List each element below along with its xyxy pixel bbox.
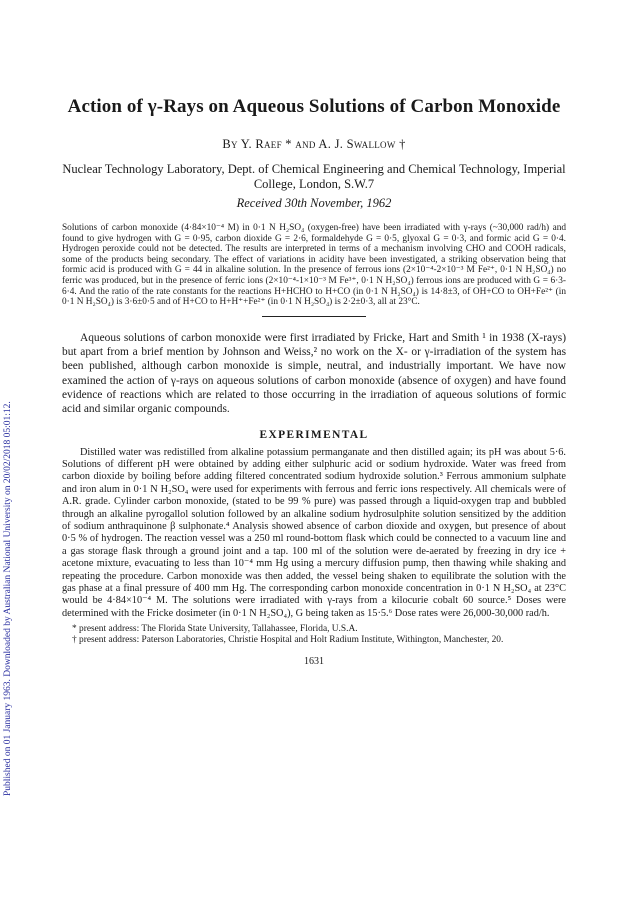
article-title: Action of γ-Rays on Aqueous Solutions of Carbon Monoxide bbox=[67, 96, 561, 117]
affiliation: Nuclear Technology Laboratory, Dept. of Chemical Engineering and Chemical Technology, Imperial College, London, S.W.7 bbox=[62, 162, 566, 191]
abstract: Solutions of carbon monoxide (4·84×10⁻⁴ M) in 0·1 N H₂SO₄ (oxygen-free) have been irradiated with γ-rays (~30,000 rad/h) and found to give hydrogen with G = 0·95, carbon dioxide G = 2·6, formaldehyde G = 0·5, glyoxal G = 0·3, and formic acid G = 0·4. Hydrogen peroxide could not be detected. The results are interpreted in terms of a mechanism involving CHO and COOH radicals, some of the products being secondary. The effect of variations in acidity have been investigated, a striking observation being that formic acid is produced with G = 44 in alkaline solution. In the presence of ferrous ions (2×10⁻⁴-2×10⁻³ M Fe²⁺, 0·1 N H₂SO₄) no ferric was produced, but in the presence of ferric ions (2×10⁻⁴-1×10⁻³ M Fe³⁺, 0·1 N H₂SO₄) ferrous ions are produced with G = 6·3-6·4. And the ratio of the rate constants for the reactions H+HCHO to H+CO (in 0·1 N H₂SO₄) is 14·8±3, of OH+CO to OH+Fe²⁺ (in 0·1 N H₂SO₄) is 3·6±0·5 and of H+CO to H+H⁺+Fe²⁺ (in 0·1 N H₂SO₄) is 2·2±0·3, all at 23°C. bbox=[62, 223, 566, 308]
footnote: † present address: Paterson Laboratories, Christie Hospital and Holt Radium Institute, Withington, Manchester, 20. bbox=[72, 635, 504, 646]
experimental-paragraph: Distilled water was redistilled from alkaline potassium permanganate and then distilled again; its pH was about 5·6. Solutions of different pH were obtained by adding either sulphuric acid or sodium hydroxide. Water was freed from carbon dioxide by boiling before adding filtered concentrated sodium hydroxide solution.³ Ferrous ammonium sulphate and iron alum in 0·1 N H₂SO₄ were used for experiments with ferrous and ferric ions respectively. All chemicals were of A.R. grade. Cylinder carbon monoxide, (stated to be 99 % pure) was passed through a liquid-oxygen trap and bubbled through an alkaline pyrogallol solution followed by an alkaline sodium hydrosulphite solution sensitized by the addition of sodium anthraquinone β sulphonate.⁴ Analysis showed absence of carbon dioxide and oxygen, but presence of about 0·5 % of hydrogen. The reaction vessel was a 250 ml round-bottom flask which could be connected to a vacuum line and a gas storage flask through a ground joint and a tap. 100 ml of the solution were de-aerated by freezing in dry ice + acetone mixture, evacuating to less than 10⁻⁴ mm Hg using a mercury diffusion pump, then thawing while shaking and repeating the procedure. Carbon monoxide was then added, the vessel being shaken to equilibrate the solution with the gas phase at a final pressure of 400 mm Hg. The corresponding carbon monoxide concentration in 0·1 N H₂SO₄ at 23°C would be 4·84×10⁻⁴ M. The solutions were irradiated with γ-rays from a kilocurie cobalt 60 source.⁵ Doses were determined with the Fricke dosimeter (in 0·1 N H₂SO₄), G being taken as 15·5.⁶ Dose rates were 26,000-30,000 rad/h. bbox=[62, 446, 566, 619]
author-line: By Y. Raef * and A. J. Swallow † bbox=[222, 137, 406, 151]
download-stamp-text: Published on 01 January 1963. Downloaded by Australian National University on 20/02/2018 05:01:12. bbox=[3, 401, 13, 796]
footnote: * present address: The Florida State University, Tallahassee, Florida, U.S.A. bbox=[72, 624, 358, 635]
received-date: Received 30th November, 1962 bbox=[236, 196, 392, 210]
section-divider bbox=[262, 316, 366, 317]
page-number: 1631 bbox=[304, 656, 324, 668]
intro-paragraph: Aqueous solutions of carbon monoxide were first irradiated by Fricke, Hart and Smith ¹ in 1938 (X-rays) but apart from a brief mention by Johnson and Weiss,² no work on the X- or γ-irradiation of the system has been published, although carbon monoxide is simple, neutral, and industrially important. We have now examined the action of γ-rays on aqueous solutions of carbon monoxide (absence of oxygen) and have found evidence of reactions which are related to those occurring in the irradiation of aqueous solutions of formic acid and similar organic compounds. bbox=[62, 331, 566, 416]
download-stamp bbox=[3, 96, 13, 796]
article-page bbox=[62, 96, 566, 667]
section-heading: EXPERIMENTAL bbox=[259, 428, 369, 441]
